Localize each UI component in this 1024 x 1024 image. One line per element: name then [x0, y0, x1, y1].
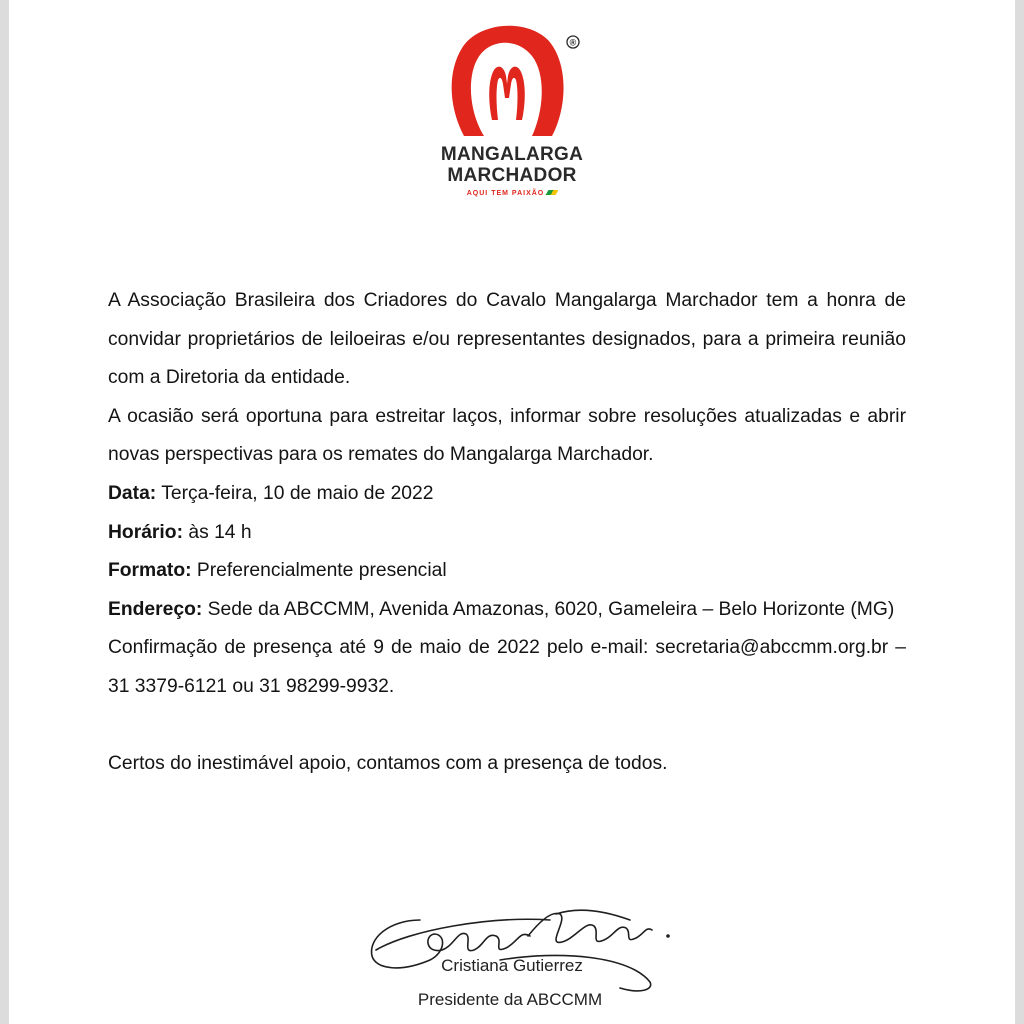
- date-line: [108, 475, 906, 514]
- horseshoe-m-logo-icon: [432, 14, 592, 144]
- format-line: [108, 552, 906, 591]
- address-label: Endereço:: [108, 598, 203, 620]
- mangalarga-logo: [0, 14, 1024, 197]
- date-label: Data:: [108, 482, 157, 504]
- time-line: [108, 514, 906, 553]
- address-line: [108, 591, 906, 630]
- signatory-title: Presidente da ABCCMM: [417, 990, 603, 1009]
- paragraph-invitation: A Associação Brasileira dos Criadores do Cavalo Mangalarga Marchador tem a honra de convidar proprietários de leiloeiras e/ou representantes designados, para a primeira reunião com a Diretoria da entidade.: [108, 290, 906, 389]
- date-value: Terça-feira, 10 de maio de 2022: [156, 482, 434, 504]
- time-label: Horário:: [108, 521, 183, 543]
- registered-mark: ®: [569, 37, 577, 48]
- tagline-stripe-icon: [546, 190, 559, 195]
- brand-tagline: [0, 190, 1024, 197]
- format-label: Formato:: [108, 560, 192, 582]
- handwritten-signature: [350, 890, 670, 1000]
- tagline-text: AQUI TEM PAIXÃO: [466, 190, 545, 197]
- signatory-name: Cristiana Gutierrez: [441, 956, 583, 975]
- signature-block: [340, 890, 680, 1024]
- format-value: Preferencialmente presencial: [191, 560, 447, 582]
- address-value: Sede da ABCCMM, Avenida Amazonas, 6020, Gameleira – Belo Horizonte (MG): [202, 598, 895, 620]
- time-value: às 14 h: [183, 521, 252, 543]
- brand-line-1: MANGALARGA: [440, 144, 584, 165]
- closing-line: Certos do inestimável apoio, contamos com a presença de todos.: [108, 752, 668, 774]
- paragraph-occasion: A ocasião será oportuna para estreitar laços, informar sobre resoluções atualizadas e abrir novas perspectivas para os remates do Mangalarga Marchador.: [108, 405, 906, 466]
- confirmation-line: Confirmação de presença até 9 de maio de 2022 pelo e-mail: secretaria@abccmm.org.br – 31 3379-6121 ou 31 98299-9932.: [108, 637, 906, 697]
- letter-body: [108, 282, 906, 783]
- brand-line-2: MARCHADOR: [447, 165, 577, 186]
